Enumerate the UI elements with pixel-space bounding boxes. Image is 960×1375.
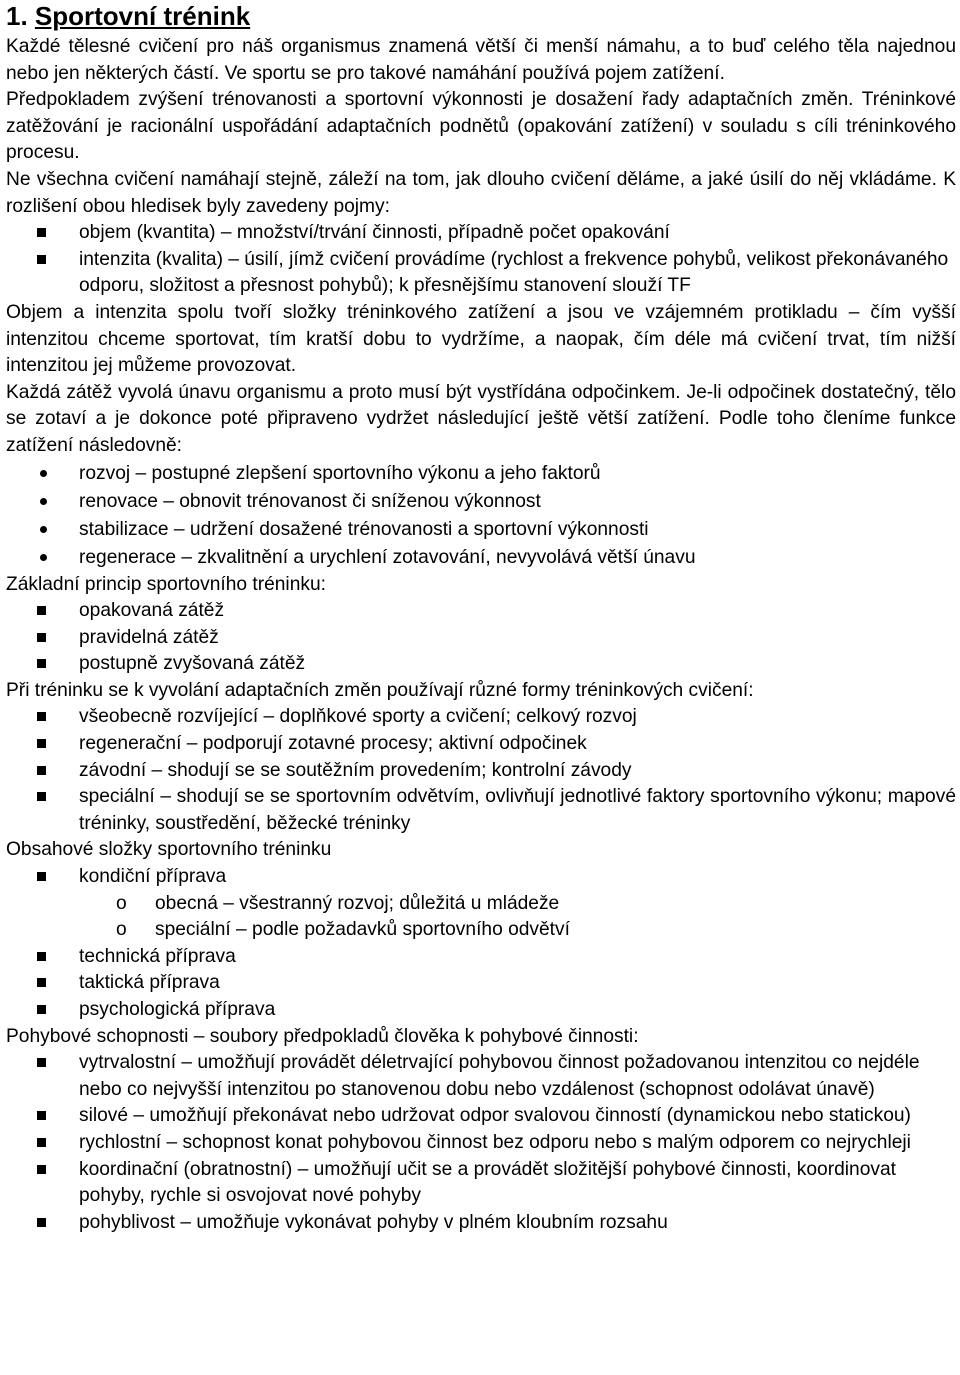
square-bullet-icon	[37, 1138, 46, 1147]
square-bullet-icon	[37, 606, 46, 615]
list-item	[6, 758, 956, 785]
list-item-text: závodní – shodují se se soutěžním provedením; kontrolní závody	[79, 759, 632, 781]
content-heading: Obsahové složky sportovního tréninku	[6, 839, 332, 861]
list-item	[6, 625, 956, 652]
square-bullet-icon	[37, 978, 46, 987]
list-item	[6, 704, 956, 731]
list-item-text: rychlostní – schopnost konat pohybovou činnost bez odporu nebo s malým odporem co nejrychleji	[79, 1131, 911, 1153]
list-item-text: technická příprava	[79, 945, 236, 967]
list-item	[6, 1157, 956, 1210]
list-item	[6, 488, 956, 516]
list-item	[6, 1050, 956, 1103]
list-item-text: postupně zvyšovaná zátěž	[79, 653, 306, 675]
abilities-heading: Pohybové schopnosti – soubory předpokladů člověka k pohybové činnosti:	[6, 1025, 639, 1047]
fatigue-paragraph: Každá zátěž vyvolá únavu organismu a proto musí být vystřídána odpočinkem. Je-li odpočinek dostatečný, tělo se zotaví a je dokonce poté připraveno vydržet následující ještě větší zatížení. Podle toho členíme funkce zatížení následovně:	[6, 381, 956, 456]
list-item-text: psychologická příprava	[79, 999, 276, 1020]
list-item	[6, 1103, 956, 1130]
list-item-text: kondiční příprava	[79, 866, 227, 888]
square-bullet-icon	[37, 633, 46, 642]
list-item-text: silové – umožňují překonávat nebo udržovat odpor svalovou činností (dynamickou nebo statickou)	[79, 1105, 911, 1127]
list-item	[6, 731, 956, 758]
square-bullet-icon	[37, 659, 46, 668]
circle-bullet-icon: o	[116, 892, 127, 914]
relation-paragraph: Objem a intenzita spolu tvoří složky tréninkového zatížení a jsou ve vzájemném protikladu – čím vyšší intenzitou chceme sportovat, tím kratší dobu to vydržíme, a naopak, čím déle má cvičení trvat, tím nižší intenzitou jej můžeme provozovat.	[6, 301, 956, 377]
list-item-text: taktická příprava	[79, 972, 220, 994]
square-bullet-icon	[37, 1165, 46, 1174]
list-item-text: koordinační (obratnostní) – umožňují učit se a provádět složitější pohybové činnosti, koordinovat pohyby, rychle si osvojovat nové pohyby	[79, 1158, 896, 1207]
abilities-list	[6, 1050, 956, 1236]
intro-paragraph-1: Každé tělesné cvičení pro náš organismus znamená větší či menší námahu, a to buď celého těla najednou nebo jen některých částí. Ve sportu se pro takové namáhání používá pojem zatížení.	[6, 36, 956, 84]
square-bullet-icon	[37, 792, 46, 801]
load-functions-list	[6, 460, 956, 572]
square-bullet-icon	[37, 739, 46, 748]
list-item	[6, 1210, 956, 1237]
list-item	[6, 1130, 956, 1157]
round-bullet-icon	[40, 554, 47, 561]
principle-heading: Základní princip sportovního tréninku:	[6, 573, 326, 595]
list-item	[6, 997, 956, 1024]
square-bullet-icon	[37, 766, 46, 775]
square-bullet-icon	[37, 1005, 46, 1014]
square-bullet-icon	[37, 952, 46, 961]
round-bullet-icon	[40, 498, 47, 505]
list-item-text: stabilizace – udržení dosažené trénovanosti a sportovní výkonnosti	[79, 518, 649, 540]
section-heading	[6, 0, 956, 35]
intro-paragraph-3: Ne všechna cvičení namáhají stejně, záleží na tom, jak dlouho cvičení děláme, a jaké úsilí do něj vkládáme. K rozlišení obou hledisek byly zavedeny pojmy:	[6, 168, 956, 217]
list-item	[6, 651, 956, 678]
list-item	[6, 460, 956, 488]
list-item	[6, 944, 956, 971]
square-bullet-icon	[37, 255, 46, 264]
list-item	[6, 970, 956, 997]
list-item	[6, 220, 956, 247]
load-terms-list	[6, 220, 956, 300]
list-item	[6, 247, 956, 300]
content-components-list	[6, 864, 956, 891]
square-bullet-icon	[37, 1218, 46, 1227]
sub-list-item-text: speciální – podle požadavků sportovního odvětví	[155, 919, 570, 941]
principles-list	[6, 598, 956, 678]
list-item-text: vytrvalostní – umožňují provádět déletrvající pohybovou činnost požadovanou intenzitou co nejdéle nebo co nejvyšší intenzitou po stanovenou dobu nebo vzdálenost (schopnost odolávat únavě)	[79, 1052, 920, 1100]
list-item	[6, 784, 956, 837]
square-bullet-icon	[37, 712, 46, 721]
list-item	[6, 516, 956, 544]
list-item-text: objem (kvantita) – množství/trvání činnosti, případně počet opakování	[79, 222, 670, 244]
list-item-text: regenerace – zkvalitnění a urychlení zotavování, nevyvolává větší únavu	[79, 546, 696, 568]
intro-paragraph-2: Předpokladem zvýšení trénovanosti a sportovní výkonnosti je dosažení řady adaptačních změn. Tréninkové zatěžování je racionální uspořádání adaptačních podnětů (opakování zatížení) v souladu s cíli tréninkového procesu.	[6, 89, 956, 164]
list-item-text: opakovaná zátěž	[79, 600, 225, 622]
list-item-text: intenzita (kvalita) – úsilí, jímž cvičení provádíme (rychlost a frekvence pohybů, velikost překonávaného odporu, složitost a přesnost pohybů); k přesnějšímu stanovení slouží TF	[79, 248, 949, 297]
list-item-text: rozvoj – postupné zlepšení sportovního výkonu a jeho faktorů	[79, 462, 601, 484]
exercise-forms-list	[6, 704, 956, 837]
circle-bullet-icon: o	[116, 919, 127, 941]
list-item-text: speciální – shodují se se sportovním odvětvím, ovlivňují jednotlivé faktory sportovního výkonu; mapové tréninky, soustředění, běžecké tréninky	[79, 786, 956, 834]
exercise-forms-heading: Při tréninku se k vyvolání adaptačních změn používají různé formy tréninkových cvičení:	[6, 679, 754, 701]
sub-list-item	[6, 917, 956, 944]
square-bullet-icon	[37, 872, 46, 881]
content-subcomponents-list	[6, 891, 956, 944]
list-item	[6, 544, 956, 572]
section-number: 1.	[6, 1, 28, 31]
round-bullet-icon	[40, 470, 47, 477]
content-components-rest-list	[6, 944, 956, 1024]
round-bullet-icon	[40, 526, 47, 533]
list-item	[6, 598, 956, 625]
square-bullet-icon	[37, 1111, 46, 1120]
sub-list-item-text: obecná – všestranný rozvoj; důležitá u mládeže	[155, 892, 560, 914]
list-item-text: renovace – obnovit trénovanost či sníženou výkonnost	[79, 490, 541, 512]
square-bullet-icon	[37, 1058, 46, 1067]
list-item-text: pohyblivost – umožňuje vykonávat pohyby v plném kloubním rozsahu	[79, 1211, 668, 1233]
list-item-text: pravidelná zátěž	[79, 626, 219, 648]
section-title: Sportovní trénink	[34, 1, 251, 31]
square-bullet-icon	[37, 228, 46, 237]
list-item-text: všeobecně rozvíjející – doplňkové sporty a cvičení; celkový rozvoj	[79, 706, 637, 728]
list-item	[6, 864, 956, 891]
list-item-text: regenerační – podporují zotavné procesy; aktivní odpočinek	[79, 733, 587, 755]
sub-list-item	[6, 891, 956, 918]
